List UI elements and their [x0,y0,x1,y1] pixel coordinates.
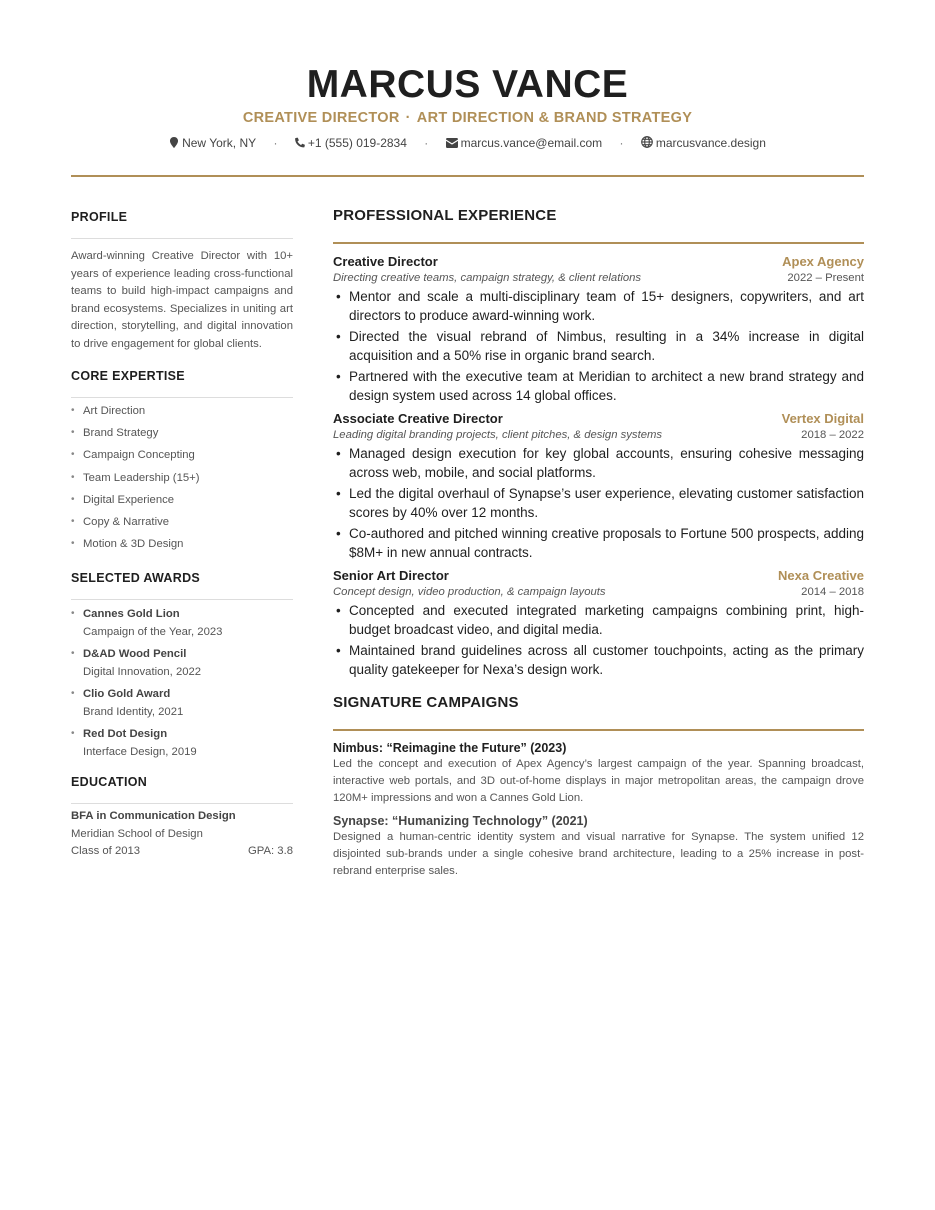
expertise-item: • Digital Experience [71,489,293,511]
contact-separator: · [424,136,429,150]
section-divider [71,397,293,398]
expertise-item: • Motion & 3D Design [71,533,293,555]
contact-separator: · [273,136,278,150]
section-divider [333,242,864,244]
job-subheader [333,584,864,601]
profile-heading: PROFILE [71,210,128,224]
education-details [71,843,293,861]
role-title: CREATIVE DIRECTOR [242,110,400,126]
job-bullet: • Led the digital overhaul of Synapse’s user experience, elevating customer satisfaction scores by 40% over 12 months. [333,485,864,522]
award-name: • Cannes Gold Lion [83,608,180,621]
phone-icon [295,137,305,148]
job-entry [333,567,864,679]
job-subheader [333,427,864,444]
expertise-item: • Campaign Concepting [71,444,293,466]
award-item [71,725,293,761]
job-bullet: • Concepted and executed integrated marketing campaigns combining print, high-budget broadcast video, and digital media. [333,602,864,639]
awards-list [71,605,293,761]
graduation-year: Class of 2013 [71,845,141,858]
campaign-entry [333,813,864,880]
campaign-title: Nimbus: “Reimagine the Future” (2023) [333,741,567,755]
envelope-icon [446,138,458,148]
gpa: GPA: 3.8 [248,845,293,858]
award-detail: Brand Identity, 2021 [83,706,184,719]
job-dates: 2014 – 2018 [801,586,864,598]
job-bullet: • Mentor and scale a multi-disciplinary team of 15+ designers, copywriters, and art directors to produce award-winning work. [333,288,864,325]
profile-section [71,209,293,353]
section-divider [71,803,293,804]
expertise-section [71,368,293,555]
job-entry [333,253,864,405]
profile-text: Award-winning Creative Director with 10+ years of experience leading cross-functional teams to build high-impact campaigns and brand ecosystems. Specializes in uniting art direction, storytelling, and digital innovation to drive engagement for global clients. [71,250,293,350]
tagline [0,109,935,127]
contact-bar [0,136,935,151]
school: Meridian School of Design [71,827,203,840]
campaigns-section [333,693,864,880]
left-column [71,209,293,861]
job-header [333,410,864,427]
job-bullet: • Partnered with the executive team at Meridian to architect a new brand strategy and design system used across 14 global offices. [333,368,864,405]
job-title: Creative Director [333,254,438,269]
job-title: Senior Art Director [333,568,449,583]
candidate-name: MARCUS VANCE [306,63,629,106]
contact-phone[interactable] [295,136,407,151]
job-bullets [333,602,864,679]
job-bullet: • Directed the visual rebrand of Nimbus, resulting in a 34% increase in digital acquisition and a 50% rise in organic brand search. [333,328,864,365]
campaign-title: Synapse: “Humanizing Technology” (2021) [333,814,588,828]
job-header [333,567,864,584]
education-heading: EDUCATION [71,775,148,790]
job-bullets [333,445,864,562]
job-subheader [333,270,864,287]
campaigns-heading: SIGNATURE CAMPAIGNS [333,694,519,711]
header-divider [71,175,864,177]
job-entry [333,410,864,562]
job-description: Directing creative teams, campaign strategy, & client relations [333,272,642,284]
campaign-description: Led the concept and execution of Apex Agency’s largest campaign of the year. Spanning broadcast, interactive web portals, and 3D out-of-home displays in major metropolitan areas, the campaign drove 120M+ impressions and won a Cannes Gold Lion. [333,758,864,804]
experience-section [333,206,864,679]
globe-icon [641,136,653,148]
award-detail: Campaign of the Year, 2023 [83,626,223,639]
email-text: marcus.vance@email.com [460,136,603,150]
campaign-description: Designed a human-centric identity system and visual narrative for Synapse. The system unified 12 disjointed sub-brands under a single cohesive brand architecture, leading to a 25% increase in post-rebrand enterprise sales. [333,831,864,877]
resume-header [0,62,935,151]
section-divider [71,599,293,600]
website-text: marcusvance.design [655,136,766,150]
degree: BFA in Communication Design [71,810,236,823]
award-name: • D&AD Wood Pencil [83,648,187,661]
contact-website[interactable] [641,136,766,151]
job-company: Apex Agency [782,254,864,269]
job-description: Leading digital branding projects, client pitches, & design systems [333,429,663,441]
job-bullet: • Maintained brand guidelines across all customer touchpoints, acting as the primary quality gatekeeper for Nexa’s design work. [333,642,864,679]
campaign-entry [333,740,864,807]
location-text: New York, NY [182,136,257,150]
expertise-item: • Team Leadership (15+) [71,467,293,489]
job-description: Concept design, video production, & campaign layouts [333,586,606,598]
job-bullet: • Managed design execution for key global accounts, ensuring cohesive messaging across web, mobile, and social platforms. [333,445,864,482]
award-name: • Red Dot Design [83,728,168,741]
awards-heading: SELECTED AWARDS [71,571,201,586]
contact-location [169,136,256,151]
job-dates: 2018 – 2022 [801,429,864,441]
expertise-list [71,400,293,555]
right-column [333,206,864,886]
job-title: Associate Creative Director [333,411,503,426]
award-name: • Clio Gold Award [83,688,171,701]
expertise-item: • Copy & Narrative [71,511,293,533]
awards-section [71,570,293,761]
section-divider [71,238,293,239]
specialty-title: ART DIRECTION & BRAND STRATEGY [416,110,693,126]
job-dates: 2022 – Present [787,272,864,284]
award-detail: Digital Innovation, 2022 [83,666,202,679]
experience-heading: PROFESSIONAL EXPERIENCE [333,207,557,224]
expertise-item: • Brand Strategy [71,422,293,444]
section-divider [333,729,864,731]
job-company: Vertex Digital [781,411,864,426]
location-pin-icon [169,137,179,148]
expertise-heading: CORE EXPERTISE [71,369,185,383]
contact-email[interactable] [446,136,603,151]
award-detail: Interface Design, 2019 [83,746,197,759]
award-item [71,645,293,681]
job-company: Nexa Creative [778,568,864,583]
award-item [71,685,293,721]
job-header [333,253,864,270]
tagline-separator: · [405,110,411,126]
contact-separator: · [619,136,624,150]
education-section [71,774,293,861]
award-item [71,605,293,641]
phone-text: +1 (555) 019-2834 [307,136,407,150]
job-bullet: • Co-authored and pitched winning creative proposals to Fortune 500 prospects, adding $8M+ in new annual contracts. [333,525,864,562]
job-bullets [333,288,864,405]
expertise-item: • Art Direction [71,400,293,422]
